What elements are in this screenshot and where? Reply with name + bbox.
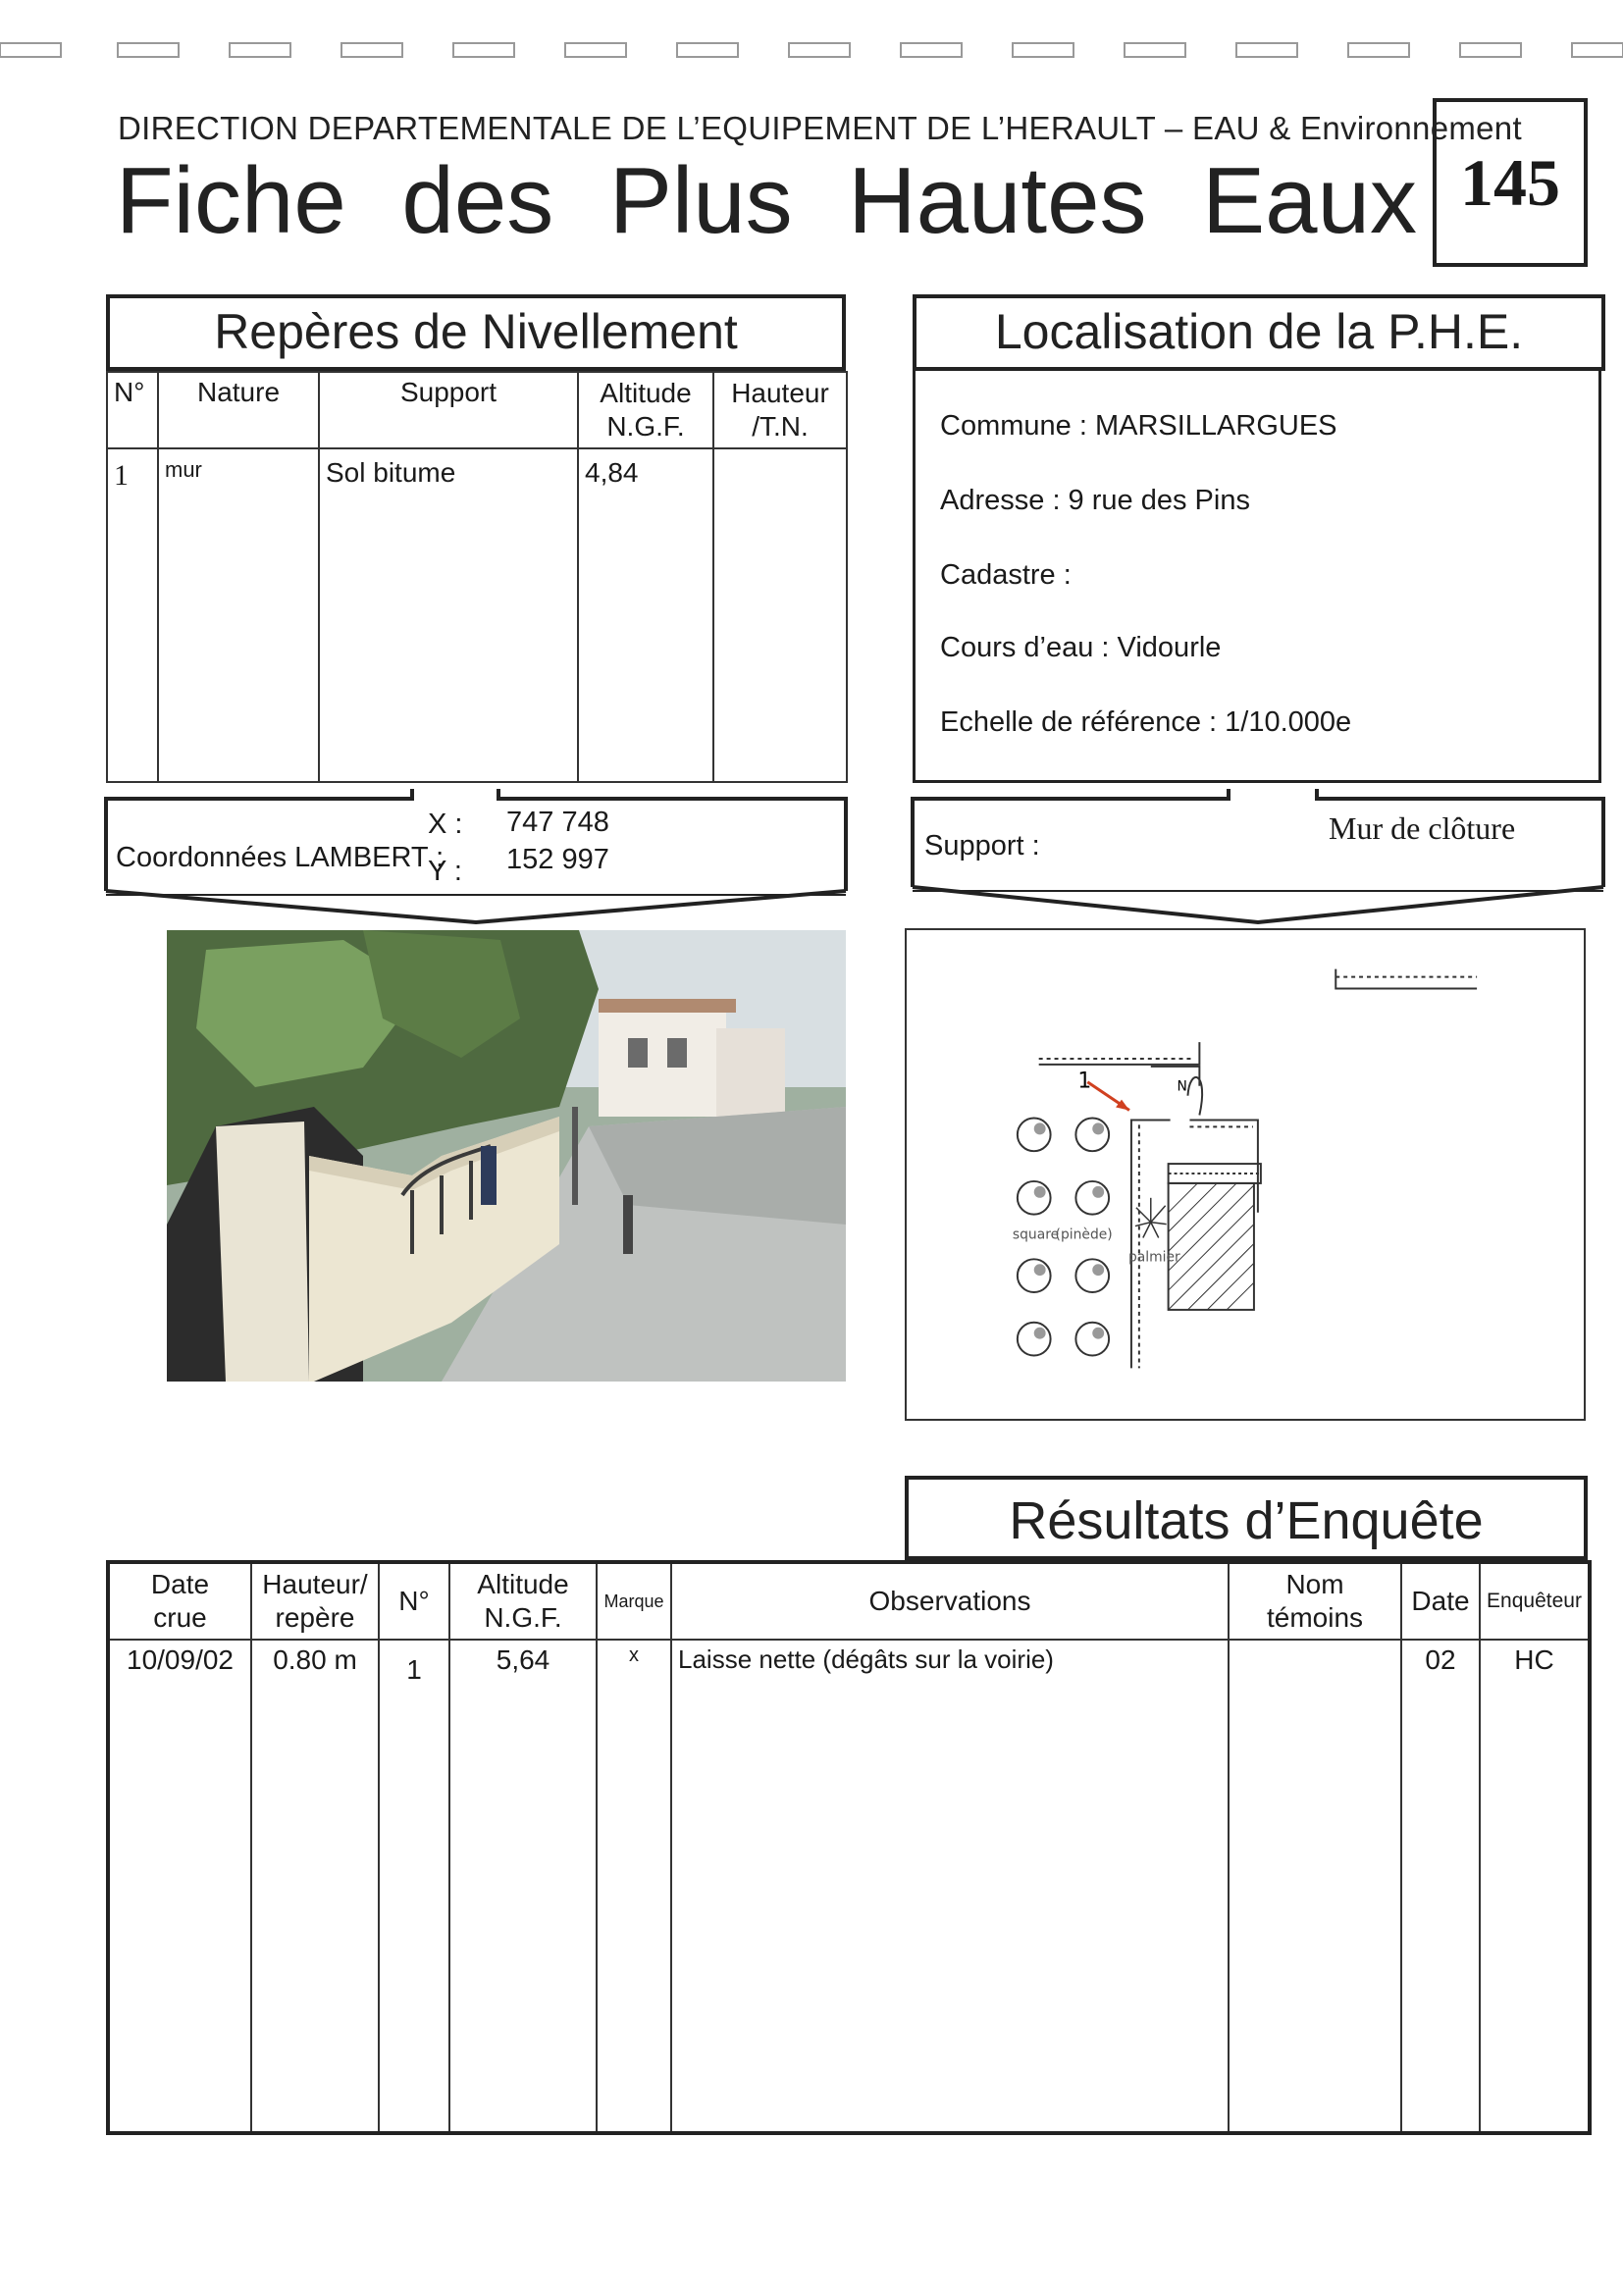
repere-support: Sol bitume: [319, 448, 578, 782]
street-photo: [167, 930, 846, 1382]
organization-header: DIRECTION DEPARTEMENTALE DE L’EQUIPEMENT DE L’HERAULT – EAU & Environnement: [118, 110, 1522, 146]
res-col-date-crue: [108, 1562, 251, 1640]
col-hauteur: [713, 372, 847, 448]
res-col-observations: Observations: [671, 1562, 1229, 1640]
resultats-table: [106, 1560, 1592, 2135]
col-hauteur-line2: /T.N.: [752, 411, 809, 442]
lambert-label: Coordonnées LAMBERT :: [116, 842, 445, 873]
col-support: Support: [319, 372, 578, 448]
plan-square: square: [1012, 1226, 1060, 1243]
north-label: N: [1177, 1078, 1187, 1095]
repere-hauteur: [713, 448, 847, 782]
table-row: [107, 448, 847, 782]
repere-altitude: 4,84: [578, 448, 713, 782]
reperes-table: [106, 371, 848, 783]
res-col-date-crue-2: crue: [153, 1602, 207, 1633]
lambert-y-label: Y :: [428, 856, 462, 887]
res-altitude: 5,64: [449, 1640, 597, 2133]
res-col-n: N°: [379, 1562, 449, 1640]
res-hauteur: 0.80 m: [251, 1640, 379, 2133]
col-altitude-line1: Altitude: [600, 378, 692, 408]
res-col-temoins: [1229, 1562, 1401, 1640]
adresse: Adresse : 9 rue des Pins: [940, 485, 1250, 516]
res-date-crue: 10/09/02: [108, 1640, 251, 2133]
location-plan: [905, 928, 1586, 1421]
res-col-temoins-1: Nom: [1285, 1569, 1344, 1599]
col-altitude: [578, 372, 713, 448]
res-col-altitude-1: Altitude: [477, 1569, 569, 1599]
lambert-x-label: X :: [428, 809, 463, 840]
res-col-temoins-2: témoins: [1266, 1602, 1364, 1633]
reperes-title: Repères de Nivellement: [214, 304, 738, 359]
res-col-hauteur: [251, 1562, 379, 1640]
res-col-date: Date: [1401, 1562, 1480, 1640]
plan-marker: 1: [1077, 1069, 1092, 1094]
res-date: 02: [1401, 1640, 1480, 2133]
res-col-date-crue-1: Date: [150, 1569, 210, 1599]
res-observations: Laisse nette (dégâts sur la voirie): [671, 1640, 1229, 2133]
localisation-title-box: [913, 294, 1605, 371]
commune: Commune : MARSILLARGUES: [940, 410, 1337, 442]
plan-palmier: palmier: [1127, 1249, 1180, 1266]
res-col-marque: Marque: [597, 1562, 671, 1640]
cours-eau: Cours d’eau : Vidourle: [940, 632, 1222, 663]
res-temoins: [1229, 1640, 1401, 2133]
res-enqueteur: HC: [1480, 1640, 1590, 2133]
echelle: Echelle de référence : 1/10.000e: [940, 706, 1352, 738]
res-col-enqueteur: Enquêteur: [1480, 1562, 1590, 1640]
res-marque: x: [597, 1640, 671, 2133]
cadastre: Cadastre :: [940, 559, 1072, 591]
fiche-number: 145: [1433, 98, 1588, 267]
col-hauteur-line1: Hauteur: [731, 378, 829, 408]
col-altitude-line2: N.G.F.: [606, 411, 685, 442]
reperes-title-box: [106, 294, 846, 371]
repere-n: 1: [107, 448, 158, 782]
col-n: N°: [107, 372, 158, 448]
resultats-title-box: [905, 1476, 1588, 1560]
lambert-y-value: 152 997: [506, 844, 609, 875]
col-nature: Nature: [158, 372, 319, 448]
res-col-altitude: [449, 1562, 597, 1640]
localisation-title: Localisation de la P.H.E.: [994, 304, 1524, 359]
support-label: Support :: [924, 830, 1040, 861]
page-title: Fiche des Plus Hautes Eaux: [116, 148, 1417, 253]
support-value: Mur de clôture: [1329, 810, 1516, 846]
res-col-hauteur-2: repère: [275, 1602, 355, 1633]
resultats-title: Résultats d’Enquête: [1009, 1491, 1484, 1550]
table-row: [108, 1640, 1590, 2133]
res-col-hauteur-1: Hauteur/: [262, 1569, 368, 1599]
repere-nature: mur: [158, 448, 319, 782]
res-col-altitude-2: N.G.F.: [484, 1602, 562, 1633]
binder-rings: [0, 29, 1623, 69]
lambert-x-value: 747 748: [506, 807, 609, 838]
res-n: 1: [379, 1640, 449, 2133]
plan-pinede: (pinède): [1055, 1226, 1113, 1243]
